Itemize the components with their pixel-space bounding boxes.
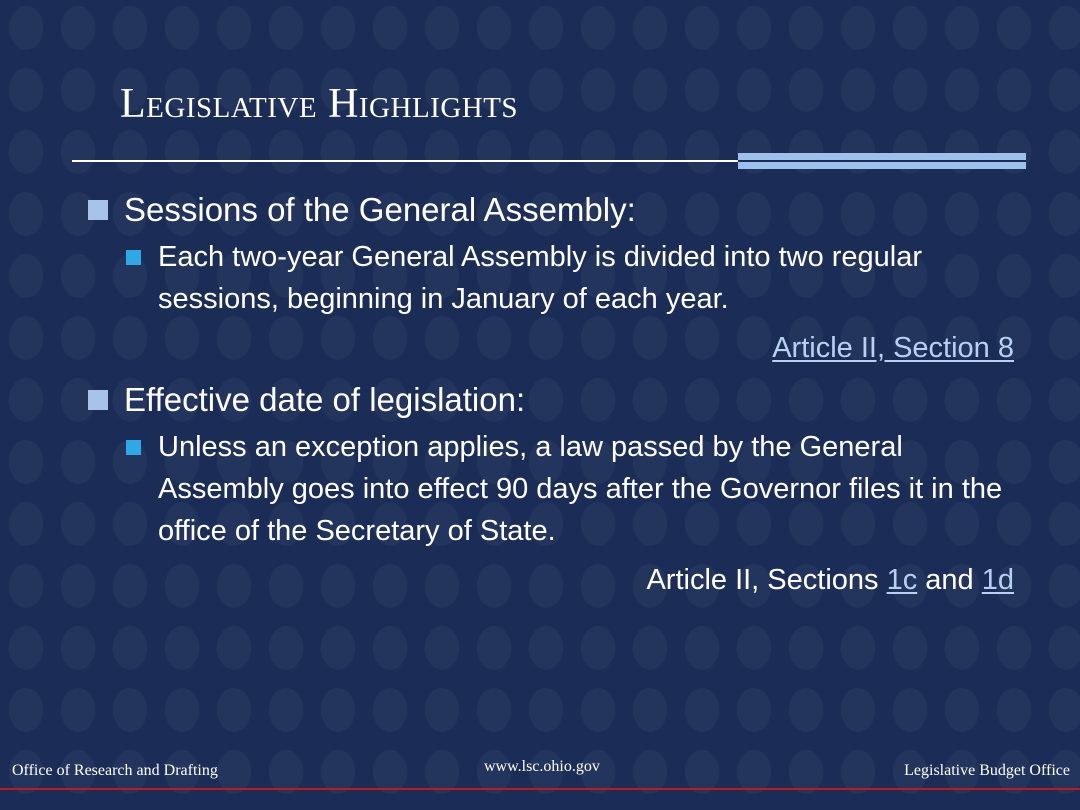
square-bullet-icon [126,440,141,455]
citation-link-1c[interactable]: 1c [886,564,918,596]
section-heading-sessions [88,188,1018,232]
footer-right-text: Legislative Budget Office [904,762,1070,779]
footer-website: www.lsc.ohio.gov [484,758,600,775]
section-heading-effective-date [88,378,1018,422]
citation-link-1d[interactable]: 1d [981,564,1014,596]
square-bullet-icon [88,390,108,410]
section-heading-text: Effective date of legislation: [124,381,526,418]
sub-bullet-text: Each two-year General Assembly is divided into two regular sessions, beginning in January of each year. [158,241,923,315]
title-divider-accent [738,153,1026,169]
sub-bullet-effective-date [126,426,1018,552]
sub-bullet-sessions [126,236,1018,320]
citation-sessions [88,328,1014,368]
citation-effective-date [88,560,1014,600]
square-bullet-icon [126,250,141,265]
citation-prefix: Article II, Sections [646,564,887,596]
citation-mid: and [917,564,982,596]
citation-link-article-ii-section-8[interactable]: Article II, Section 8 [772,332,1014,364]
footer-rule [0,788,1080,790]
sub-bullet-text: Unless an exception applies, a law passed by the General Assembly goes into effect 90 days after the Governor files it in the office of the Secretary of State. [158,431,1003,547]
slide-title: Legislative Highlights [120,81,519,127]
square-bullet-icon [88,200,108,220]
slide-content [88,188,1018,600]
slide-footer [0,758,1080,788]
section-heading-text: Sessions of the General Assembly: [124,191,636,228]
footer-left-text: Office of Research and Drafting [12,762,218,779]
title-divider-thin [72,160,772,162]
